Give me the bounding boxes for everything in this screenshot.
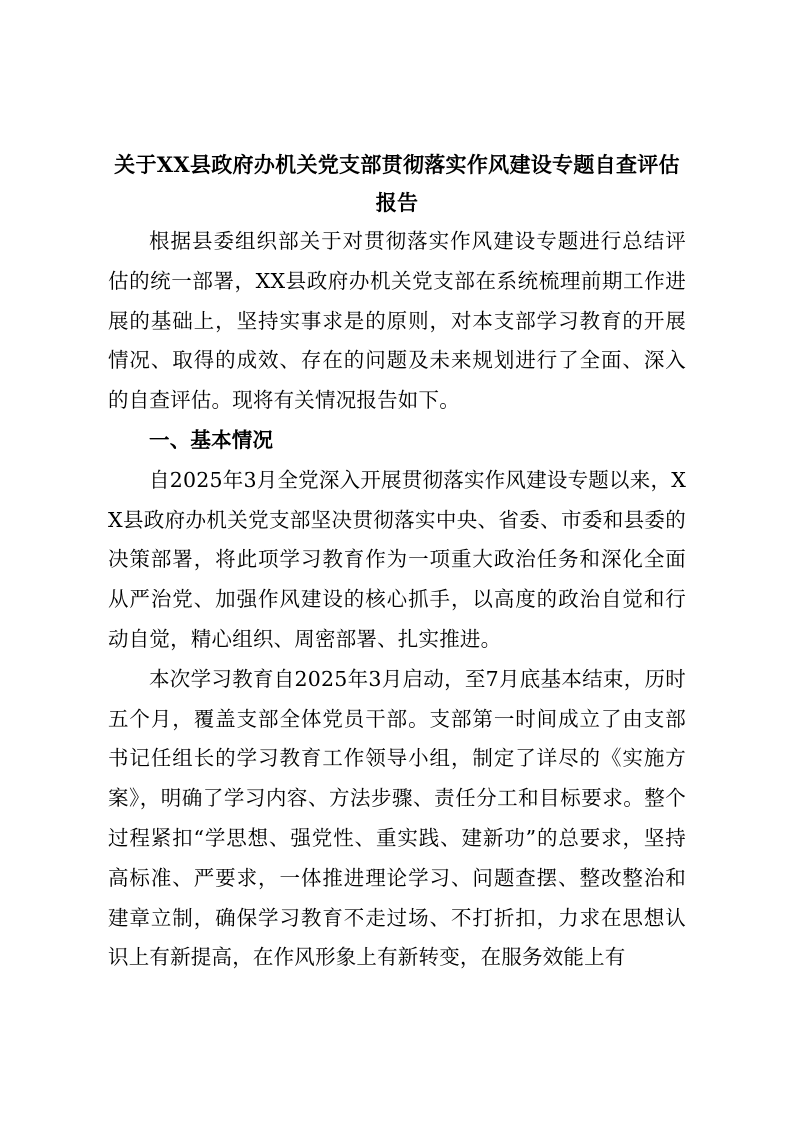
document-body [108,146,686,978]
intro-paragraph: 根据县委组织部关于对贯彻落实作风建设专题进行总结评估的统一部署，XX县政府办机关党支部在系统梳理前期工作进展的基础上，坚持实事求是的原则，对本支部学习教育的开展情况、取得的成效、存在的问题及未来规划进行了全面、深入的自查评估。现将有关情况报告如下。 [108,229,686,413]
section-heading-basic-situation: 一、基本情况 [149,427,274,452]
document-title-line-1: 关于XX县政府办机关党支部贯彻落实作风建设专题自查评估 [114,152,680,177]
section-paragraph-2: 本次学习教育自2025年3月启动，至7月底基本结束，历时五个月，覆盖支部全体党员干部。支部第一时间成立了由支部书记任组长的学习教育工作领导小组，制定了详尽的《实施方案》，明确了学习内容、方法步骤、责任分工和目标要求。整个过程紧扣“学思想、强党性、重实践、建新功”的总要求，坚持高标准、严要求，一体推进理论学习、问题查摆、整改整治和建章立制，确保学习教育不走过场、不打折扣，力求在思想认识上有新提高，在作风形象上有新转变，在服务效能上有 [108,666,686,970]
section-paragraph-1: 自2025年3月全党深入开展贯彻落实作风建设专题以来，XX县政府办机关党支部坚决贯彻落实中央、省委、市委和县委的决策部署，将此项学习教育作为一项重大政治任务和深化全面从严治党、加强作风建设的核心抓手，以高度的政治自觉和行动自觉，精心组织、周密部署、扎实推进。 [108,467,686,651]
document-title-line-2: 报告 [375,190,419,215]
document-title [108,146,686,222]
